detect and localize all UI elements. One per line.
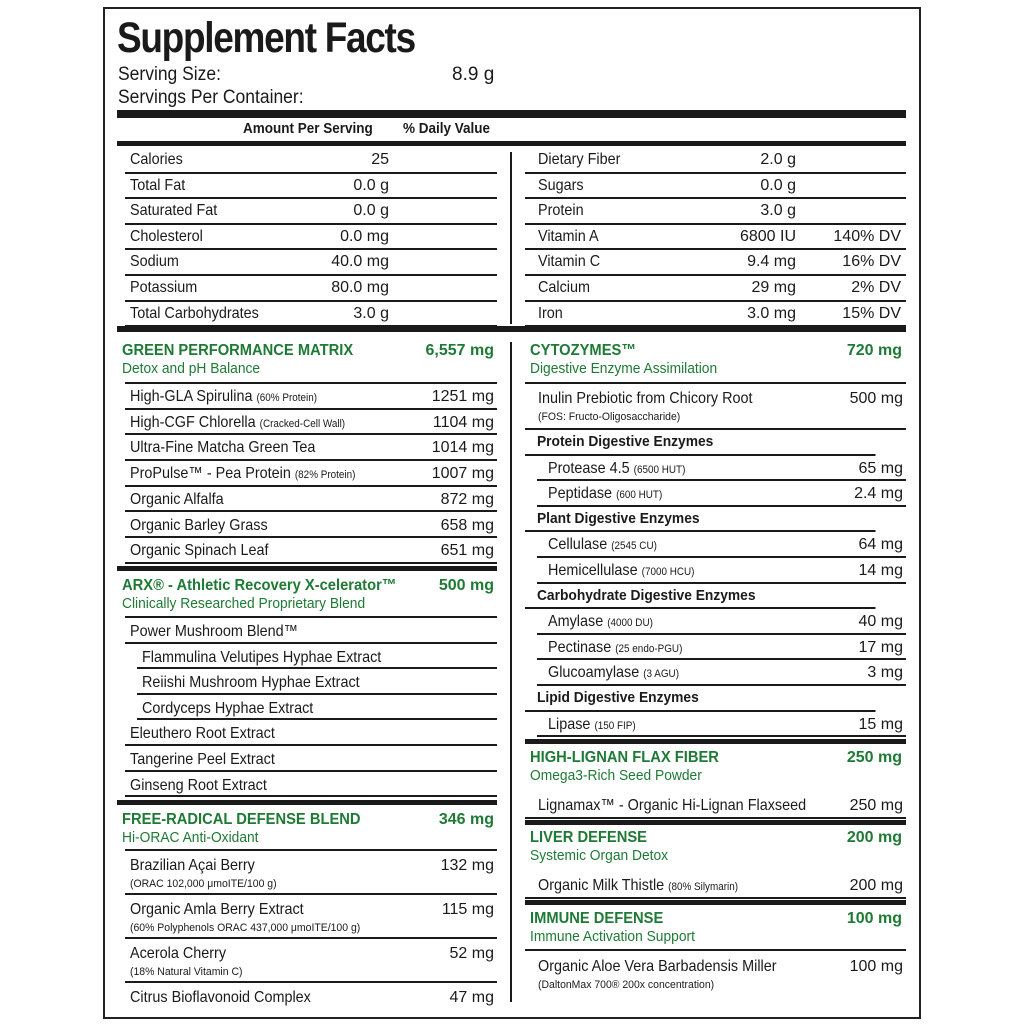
ingredient-name: Flammulina Velutipes Hyphae Extract [142,648,382,666]
ingredient-row [125,983,497,1005]
ingredient-row [125,538,497,564]
ingredient-amount: 100 mg [849,958,903,975]
ingredient-amount: 52 mg [449,945,494,962]
free-radical-amount: 346 mg [438,811,494,828]
nutrition-row [525,250,906,276]
nutrition-row [125,199,497,225]
nutrient-amount: 0.0 g [353,176,389,194]
page-title: Supplement Facts [117,14,415,62]
ingredient-name: Ginseng Root Extract [130,776,267,794]
nutrition-row [125,225,497,251]
ingredient-name: High-CGF Chlorella (Cracked-Cell Wall) [130,413,346,431]
ingredient-amount: 250 mg [849,797,903,814]
liver-item-row [525,872,906,899]
thick-divider [117,326,906,332]
ingredient-amount: 651 mg [440,542,494,560]
free-radical-title: FREE-RADICAL DEFENSE BLEND [122,811,361,828]
immune-subtitle: Immune Activation Support [530,928,695,945]
ingredient-name: Tangerine Peel Extract [130,751,275,768]
ingredient-amount: 872 mg [440,490,494,508]
flax-subtitle: Omega3-Rich Seed Powder [530,767,702,784]
nutrition-row [125,148,497,174]
nutrition-row [525,225,906,251]
ingredient-amount: 1251 mg [431,388,494,405]
thick-divider [525,900,906,905]
ingredient-name: Protease 4.5 (6500 HUT) [548,459,686,477]
ingredient-row [137,644,497,670]
nutrient-amount: 2.0 g [760,151,796,168]
ingredient-row [537,456,906,482]
daily-value-header: % Daily Value [403,120,491,137]
ingredient-name: Eleuthero Root Extract [130,725,275,743]
ingredient-row [125,435,497,461]
nutrient-name: Potassium [130,279,198,296]
thick-divider [117,110,906,118]
ingredient-name: Organic Spinach Leaf [130,542,269,560]
nutrient-amount: 0.0 g [353,202,389,220]
ingredient-name: Organic Aloe Vera Barbadensis Miller [538,958,777,975]
ingredient-name: Lipase (150 FIP) [548,715,636,733]
arx-subtitle: Clinically Researched Proprietary Blend [122,595,366,612]
ingredient-name: Organic Alfalfa [130,490,224,508]
ingredient-amount: 1007 mg [431,465,494,483]
nutrient-name: Vitamin C [538,253,601,271]
ingredient-note: (ORAC 102,000 μmoITE/100 g) [130,878,277,890]
ingredient-amount: 64 mg [858,536,903,554]
nutrient-name: Calcium [538,279,591,296]
nutrient-amount: 29 mg [751,279,796,296]
thick-divider [525,739,906,744]
column-divider [510,152,512,324]
nutrient-amount: 3.0 g [760,202,796,220]
nutrition-row [125,174,497,200]
amount-per-serving-header: Amount Per Serving [243,120,373,137]
nutrient-name: Dietary Fiber [538,151,621,168]
ingredient-name: Peptidase (600 HUT) [548,485,663,503]
ingredient-row [125,461,497,487]
ingredient-row [125,939,497,983]
cytozymes-amount: 720 mg [846,342,902,359]
daily-value: 140% DV [833,227,901,245]
nutrient-name: Vitamin A [538,227,599,245]
immune-amount: 100 mg [846,910,902,927]
nutrient-amount: 3.0 mg [747,304,796,322]
thick-divider [525,820,906,825]
nutrient-name: Total Fat [130,176,186,194]
daily-value: 16% DV [842,253,901,271]
nutrition-row [125,276,497,302]
ingredient-name: Glucoamylase (3 AGU) [548,664,680,682]
ingredient-row [125,895,497,939]
ingredient-name: Cellulase (2545 CU) [548,536,657,554]
nutrition-row [525,174,906,200]
immune-item-row [525,951,906,997]
ingredient-name: High-GLA Spirulina (60% Protein) [130,388,318,405]
serving-size-label: Serving Size: [118,64,221,85]
ingredient-name: Organic Barley Grass [130,516,268,534]
cytozymes-title: CYTOZYMES™ [530,342,637,359]
ingredient-name: Citrus Bioflavonoid Complex [130,989,311,1006]
cytozymes-subtitle: Digestive Enzyme Assimilation [530,360,718,377]
nutrient-name: Sugars [538,176,584,194]
ingredient-row [125,772,497,798]
nutrition-row [525,199,906,225]
nutrient-amount: 25 [371,151,389,168]
nutrient-amount: 3.0 g [353,304,389,322]
liver-amount: 200 mg [846,829,902,846]
liver-title: LIVER DEFENSE [530,829,647,846]
ingredient-amount: 132 mg [440,857,494,874]
ingredient-amount: 3 mg [867,664,903,682]
ingredient-name: Reiishi Mushroom Hyphae Extract [142,674,360,692]
ingredient-note: (18% Natural Vitamin C) [130,966,243,978]
ingredient-amount: 15 mg [858,715,903,733]
flax-title: HIGH-LIGNAN FLAX FIBER [530,749,719,766]
ingredient-note: (FOS: Fructo-Oligosaccharide) [538,411,681,423]
ingredient-row [125,618,497,644]
green-matrix-subtitle: Detox and pH Balance [122,360,261,377]
ingredient-amount: 1104 mg [432,413,494,431]
ingredient-row [125,487,497,513]
nutrient-name: Cholesterol [130,227,203,245]
ingredient-row [537,635,906,661]
nutrition-row [525,302,906,328]
nutrient-name: Sodium [130,253,179,271]
ingredient-row [537,712,906,738]
arx-amount: 500 mg [438,577,494,594]
ingredient-note: (60% Polyphenols ORAC 437,000 μmoITE/100 g) [130,922,361,934]
ingredient-name: ProPulse™ - Pea Protein (82% Protein) [130,465,356,483]
servings-per-container-label: Servings Per Container: [118,87,304,108]
nutrient-name: Iron [538,304,563,322]
ingredient-amount: 65 mg [858,459,903,477]
ingredient-name: Organic Milk Thistle (80% Silymarin) [538,877,739,894]
ingredient-amount: 115 mg [441,901,494,918]
nutrition-row [125,250,497,276]
nutrient-amount: 80.0 mg [331,279,389,296]
daily-value: 2% DV [851,279,901,296]
column-divider [510,342,512,1002]
nutrient-amount: 6800 IU [739,227,796,245]
immune-title: IMMUNE DEFENSE [530,910,664,927]
ingredient-amount: 200 mg [849,877,903,894]
ingredient-amount: 2.4 mg [854,485,903,503]
nutrition-row [525,276,906,302]
ingredient-name: Acerola Cherry [130,945,227,962]
ingredient-name: Brazilian Açai Berry [130,857,255,874]
nutrient-amount: 0.0 g [760,176,796,194]
ingredient-row [537,481,906,507]
ingredient-name: Organic Amla Berry Extract [130,901,304,918]
ingredient-amount: 40 mg [858,613,903,631]
nutrient-name: Protein [538,202,584,220]
ingredient-name: Amylase (4000 DU) [548,613,653,631]
ingredient-name: Inulin Prebiotic from Chicory Root [538,390,753,407]
green-matrix-amount: 6,557 mg [425,342,494,359]
ingredient-row [125,720,497,746]
nutrient-name: Calories [130,151,183,168]
flax-item-row [525,792,906,819]
nutrient-amount: 40.0 mg [331,253,389,271]
ingredient-name: Ultra-Fine Matcha Green Tea [130,439,316,457]
ingredient-row [537,532,906,558]
ingredient-amount: 47 mg [449,989,494,1006]
thick-divider [117,566,497,571]
nutrient-amount: 0.0 mg [340,227,389,245]
ingredient-amount: 1014 mg [431,439,494,457]
ingredient-row [537,660,906,686]
ingredient-row [125,410,497,436]
ingredient-row [125,746,497,772]
arx-title: ARX® - Athletic Recovery X-celerator™ [122,577,397,594]
ingredient-row [125,851,497,895]
nutrient-name: Saturated Fat [130,202,218,220]
free-radical-subtitle: Hi-ORAC Anti-Oxidant [122,829,259,846]
ingredient-amount: 14 mg [858,562,903,579]
enzyme-group-heading: Carbohydrate Digestive Enzymes [525,584,876,610]
ingredient-name: Cordyceps Hyphae Extract [142,699,314,717]
enzyme-group-heading: Protein Digestive Enzymes [525,430,876,456]
ingredient-row [125,384,497,410]
ingredient-amount: 17 mg [858,638,903,656]
ingredient-name: Power Mushroom Blend™ [130,623,299,640]
ingredient-row [137,669,497,695]
serving-size-value: 8.9 g [452,64,495,85]
enzyme-group-heading: Plant Digestive Enzymes [525,507,876,533]
ingredient-amount: 658 mg [440,516,494,534]
green-matrix-title: GREEN PERFORMANCE MATRIX [122,342,354,359]
ingredient-name: Hemicellulase (7000 HCU) [548,562,695,579]
nutrition-row [525,148,906,174]
nutrient-name: Total Carbohydrates [130,304,259,322]
ingredient-name: Lignamax™ - Organic Hi-Lignan Flaxseed [538,797,807,814]
ingredient-row [125,513,497,539]
ingredient-row [537,609,906,635]
enzyme-group-heading: Lipid Digestive Enzymes [525,686,876,712]
thick-divider [117,141,906,146]
flax-amount: 250 mg [846,749,902,766]
ingredient-note: (DaltonMax 700® 200x concentration) [538,979,715,991]
nutrition-row [125,302,497,328]
ingredient-row [137,695,497,721]
ingredient-row [537,558,906,584]
ingredient-row [525,384,906,430]
ingredient-amount: 500 mg [849,390,903,407]
daily-value: 15% DV [842,304,901,322]
ingredient-name: Pectinase (25 endo-PGU) [548,638,683,656]
nutrient-amount: 9.4 mg [747,253,796,271]
liver-subtitle: Systemic Organ Detox [530,847,669,864]
thick-divider [117,800,497,805]
